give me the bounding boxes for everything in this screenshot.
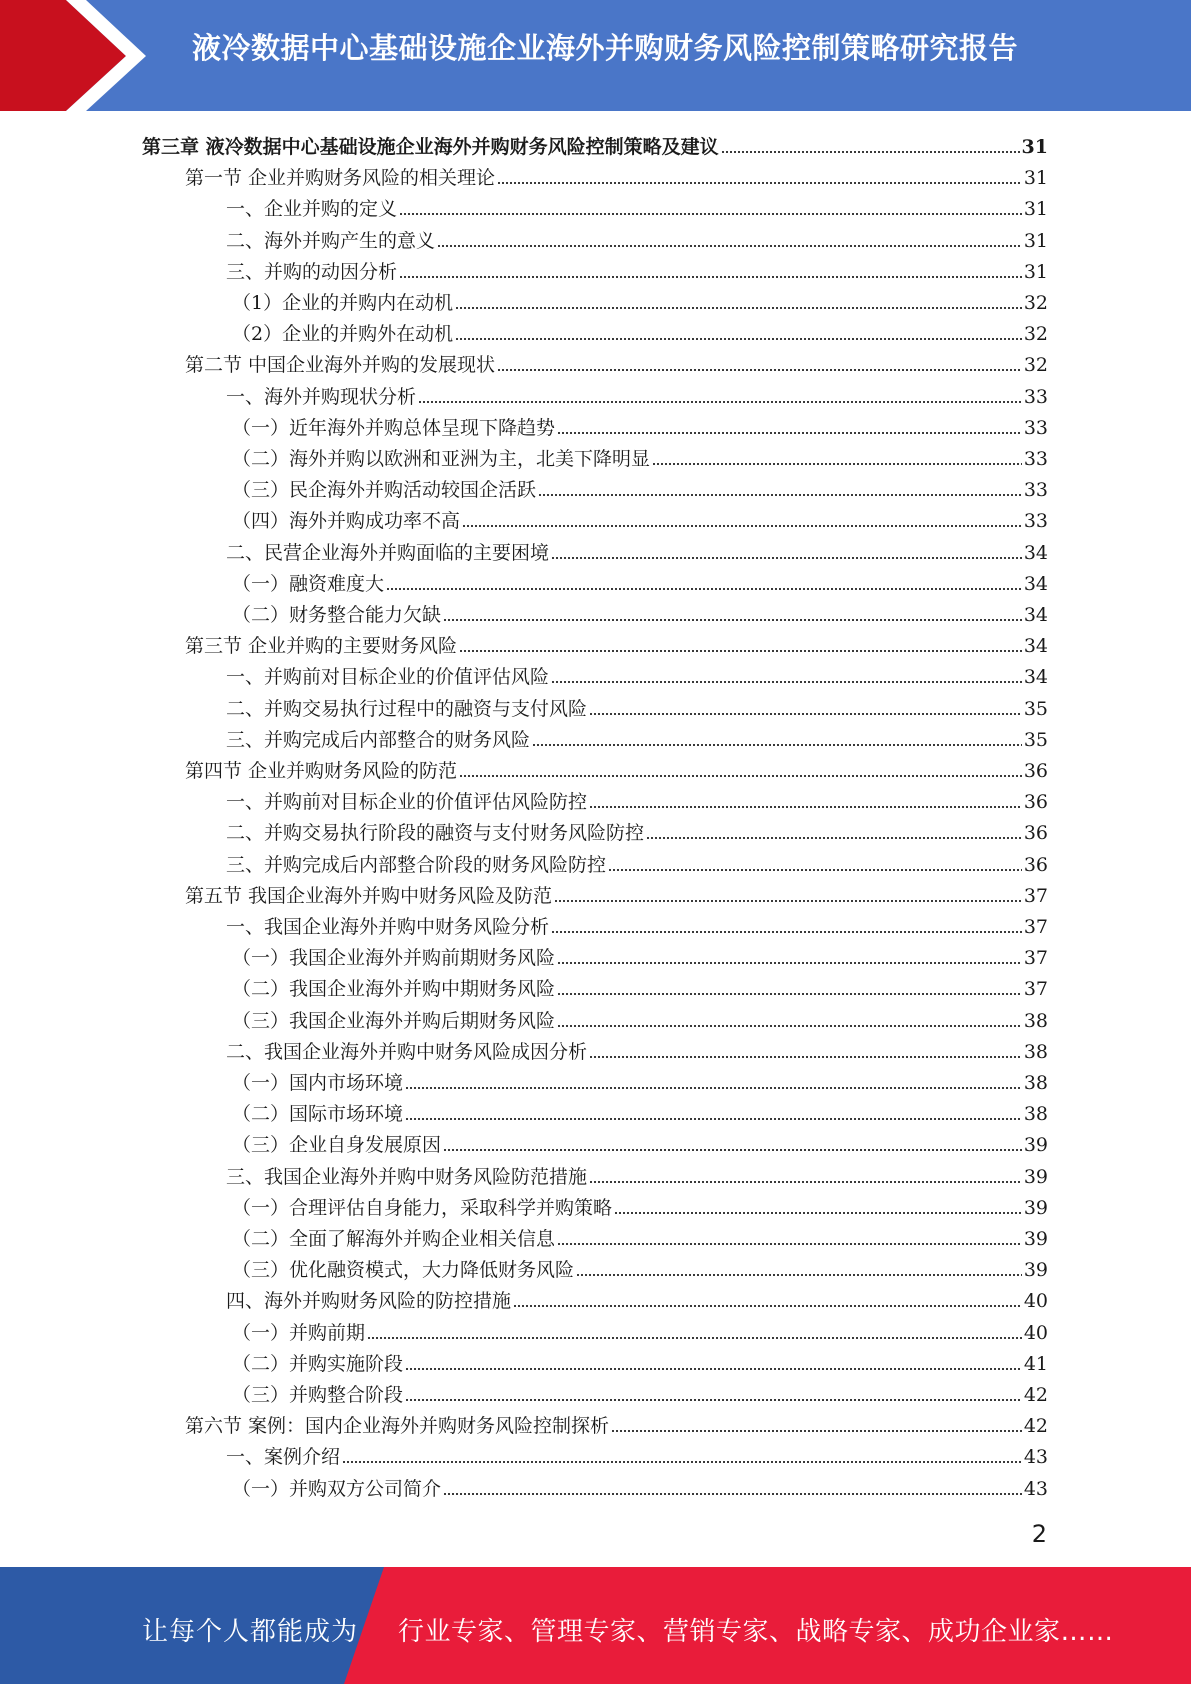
toc-entry[interactable] (232, 471, 1048, 502)
toc-entry[interactable] (232, 1220, 1048, 1251)
toc-entry-title: （二）并购实施阶段 (232, 1352, 404, 1375)
toc-entry-title: （三）优化融资模式，大力降低财务风险 (232, 1259, 575, 1282)
toc-entry-page: 39 (1023, 1228, 1048, 1250)
toc-entry[interactable] (226, 658, 1048, 689)
toc-entry-title: 第二节 中国企业海外并购的发展现状 (185, 354, 496, 377)
page-footer (0, 1567, 1191, 1684)
toc-entry[interactable] (185, 346, 1048, 377)
toc-entry-page: 33 (1023, 416, 1048, 439)
toc-entry-title: （一）合理评估自身能力，采取科学并购策略 (232, 1196, 613, 1219)
toc-leader-dots (589, 1054, 1022, 1060)
header-arrow-decoration (0, 0, 180, 111)
toc-entry-title: （一）融资难度大 (232, 572, 385, 595)
toc-leader-dots (551, 679, 1022, 685)
toc-leader-dots (557, 1023, 1022, 1029)
toc-leader-dots (538, 492, 1022, 498)
toc-entry-page: 38 (1023, 1072, 1048, 1094)
toc-leader-dots (646, 835, 1022, 841)
toc-entry-title: （二）我国企业海外并购中期财务风险 (232, 978, 556, 1001)
toc-leader-dots (462, 523, 1022, 529)
toc-entry[interactable] (185, 159, 1048, 190)
toc-entry[interactable] (226, 1033, 1048, 1064)
toc-entry-page: 37 (1023, 916, 1048, 938)
toc-entry[interactable] (232, 1345, 1048, 1376)
toc-leader-dots (399, 274, 1022, 280)
toc-entry-title: （二）国际市场环境 (232, 1103, 404, 1126)
toc-entry-page: 41 (1023, 1352, 1048, 1375)
toc-entry-title: 二、我国企业海外并购中财务风险成因分析 (226, 1040, 588, 1063)
toc-entry[interactable] (232, 315, 1048, 346)
toc-entry-title: （三）民企海外并购活动较国企活跃 (232, 479, 537, 502)
toc-entry-title: （三）企业自身发展原因 (232, 1134, 442, 1157)
toc-entry[interactable] (232, 1126, 1048, 1157)
toc-entry[interactable] (232, 596, 1048, 627)
toc-entry-title: 一、并购前对目标企业的价值评估风险 (226, 666, 550, 689)
toc-entry-page: 33 (1023, 510, 1048, 533)
toc-entry-page: 32 (1023, 354, 1048, 377)
toc-entry-title: 三、并购完成后内部整合的财务风险 (226, 728, 531, 751)
toc-entry-title: （1）企业的并购内在动机 (232, 292, 454, 314)
toc-leader-dots (459, 773, 1022, 779)
toc-entry[interactable] (232, 1470, 1048, 1501)
toc-entry-page: 33 (1023, 448, 1048, 470)
toc-entry[interactable] (226, 846, 1048, 877)
toc-entry[interactable] (226, 1158, 1048, 1189)
toc-entry-title: 二、海外并购产生的意义 (226, 229, 436, 252)
toc-leader-dots (405, 1366, 1022, 1372)
footer-slogan-right: 行业专家、管理专家、营销专家、战略专家、成功企业家…… (398, 1617, 1114, 1647)
toc-entry-title: 三、我国企业海外并购中财务风险防范措施 (226, 1165, 588, 1188)
toc-entry[interactable] (185, 877, 1048, 908)
toc-entry-title: （一）我国企业海外并购前期财务风险 (232, 947, 556, 970)
toc-entry[interactable] (232, 939, 1048, 970)
toc-entry[interactable] (232, 1376, 1048, 1407)
toc-leader-dots (532, 742, 1022, 748)
toc-entry-title: 二、并购交易执行阶段的融资与支付财务风险防控 (226, 822, 645, 845)
toc-leader-dots (367, 1335, 1022, 1341)
toc-entry[interactable] (226, 721, 1048, 752)
toc-entry[interactable] (232, 1314, 1048, 1345)
toc-entry[interactable] (226, 783, 1048, 814)
toc-entry-title: 第六节 案例：国内企业海外并购财务风险控制探析 (185, 1415, 610, 1438)
toc-entry[interactable] (226, 378, 1048, 409)
toc-entry-page: 35 (1023, 697, 1048, 720)
toc-entry[interactable] (232, 440, 1048, 471)
toc-entry[interactable] (232, 284, 1048, 315)
toc-entry-page: 31 (1023, 229, 1048, 252)
toc-entry-page: 31 (1021, 136, 1048, 158)
toc-entry-title: 一、海外并购现状分析 (226, 385, 417, 408)
toc-leader-dots (455, 305, 1022, 311)
toc-entry-page: 36 (1023, 760, 1048, 782)
toc-entry[interactable] (185, 752, 1048, 783)
toc-entry-title: （一）国内市场环境 (232, 1072, 404, 1094)
toc-entry-page: 35 (1023, 728, 1048, 751)
toc-entry-page: 40 (1023, 1290, 1048, 1313)
toc-leader-dots (405, 1397, 1022, 1403)
toc-entry-page: 34 (1023, 604, 1048, 626)
toc-entry-page: 38 (1023, 1103, 1048, 1126)
toc-leader-dots (418, 399, 1022, 405)
toc-leader-dots (554, 898, 1022, 904)
toc-entry-title: （三）我国企业海外并购后期财务风险 (232, 1009, 556, 1032)
toc-leader-dots (437, 243, 1022, 249)
toc-leader-dots (497, 180, 1022, 186)
toc-entry-page: 43 (1023, 1477, 1048, 1500)
toc-leader-dots (557, 991, 1022, 997)
toc-entry-page: 39 (1023, 1259, 1048, 1282)
toc-entry-page: 37 (1023, 947, 1048, 970)
toc-leader-dots (443, 1491, 1022, 1497)
toc-leader-dots (551, 555, 1022, 561)
toc-entry-page: 34 (1023, 635, 1048, 658)
toc-entry[interactable] (142, 128, 1048, 159)
toc-leader-dots (576, 1272, 1022, 1278)
toc-leader-dots (608, 867, 1022, 873)
toc-leader-dots (652, 461, 1022, 467)
toc-entry-page: 42 (1023, 1415, 1048, 1438)
toc-entry-title: 二、民营企业海外并购面临的主要困境 (226, 541, 550, 564)
toc-leader-dots (557, 430, 1022, 436)
toc-entry-page: 40 (1023, 1321, 1048, 1344)
toc-entry-title: 一、我国企业海外并购中财务风险分析 (226, 916, 550, 938)
toc-leader-dots (513, 1303, 1022, 1309)
toc-entry-title: 三、并购的动因分析 (226, 260, 398, 283)
toc-leader-dots (589, 1179, 1022, 1185)
toc-leader-dots (589, 711, 1022, 717)
toc-entry-title: 第三节 企业并购的主要财务风险 (185, 635, 458, 658)
toc-entry-title: （二）海外并购以欧洲和亚洲为主，北美下降明显 (232, 448, 651, 470)
toc-leader-dots (443, 1147, 1022, 1153)
toc-entry-title: （二）财务整合能力欠缺 (232, 604, 442, 626)
toc-entry-title: 第四节 企业并购财务风险的防范 (185, 760, 458, 782)
toc-entry-title: （一）并购双方公司简介 (232, 1477, 442, 1500)
toc-entry[interactable] (232, 1002, 1048, 1033)
toc-entry-title: 一、案例介绍 (226, 1446, 341, 1469)
toc-entry-page: 39 (1023, 1196, 1048, 1219)
footer-slogan-left: 让每个人都能成为 (142, 1617, 359, 1647)
toc-leader-dots (459, 648, 1022, 654)
toc-entry[interactable] (226, 1438, 1048, 1469)
toc-entry-page: 37 (1023, 884, 1048, 907)
toc-entry-page: 33 (1023, 479, 1048, 502)
toc-entry-page: 34 (1023, 541, 1048, 564)
toc-entry-title: 第三章 液冷数据中心基础设施企业海外并购财务风险控制策略及建议 (142, 136, 719, 158)
toc-entry-title: 二、并购交易执行过程中的融资与支付风险 (226, 697, 588, 720)
toc-entry-title: 第一节 企业并购财务风险的相关理论 (185, 167, 496, 190)
toc-leader-dots (443, 617, 1022, 623)
toc-entry-title: （一）近年海外并购总体呈现下降趋势 (232, 416, 556, 439)
toc-entry[interactable] (226, 190, 1048, 221)
page-header (0, 0, 1191, 111)
toc-entry[interactable] (226, 1282, 1048, 1313)
toc-entry-title: 一、并购前对目标企业的价值评估风险防控 (226, 791, 588, 814)
toc-entry-page: 32 (1023, 323, 1048, 346)
toc-entry-page: 39 (1023, 1134, 1048, 1157)
toc-leader-dots (386, 586, 1022, 592)
toc-entry-title: （四）海外并购成功率不高 (232, 510, 461, 533)
toc-entry-page: 31 (1023, 167, 1048, 190)
toc-entry-page: 34 (1023, 666, 1048, 689)
toc-entry-page: 42 (1023, 1384, 1048, 1406)
toc-leader-dots (557, 1241, 1022, 1247)
toc-entry[interactable] (226, 253, 1048, 284)
toc-entry-title: （二）全面了解海外并购企业相关信息 (232, 1228, 556, 1250)
toc-entry-title: （2）企业的并购外在动机 (232, 323, 454, 346)
toc-entry-title: （一）并购前期 (232, 1321, 366, 1344)
toc-entry[interactable] (232, 1064, 1048, 1095)
toc-leader-dots (589, 804, 1022, 810)
toc-leader-dots (551, 929, 1022, 935)
toc-leader-dots (405, 1116, 1022, 1122)
toc-entry-title: 四、海外并购财务风险的防控措施 (226, 1290, 512, 1313)
toc-entry[interactable] (226, 814, 1048, 845)
toc-entry[interactable] (226, 690, 1048, 721)
toc-entry-page: 38 (1023, 1040, 1048, 1063)
toc-entry[interactable] (185, 1407, 1048, 1438)
toc-entry[interactable] (232, 1189, 1048, 1220)
toc-leader-dots (455, 336, 1022, 342)
toc-entry-page: 39 (1023, 1165, 1048, 1188)
toc-leader-dots (399, 211, 1022, 217)
toc-entry-page: 38 (1023, 1009, 1048, 1032)
toc-leader-dots (342, 1459, 1022, 1465)
toc-entry[interactable] (232, 502, 1048, 533)
toc-entry-page: 33 (1023, 385, 1048, 408)
toc-entry-page: 43 (1023, 1446, 1048, 1469)
toc-entry[interactable] (226, 534, 1048, 565)
toc-leader-dots (557, 960, 1022, 966)
toc-entry-page: 32 (1023, 292, 1048, 314)
toc-entry-page: 31 (1023, 198, 1048, 221)
toc-entry-title: 一、企业并购的定义 (226, 198, 398, 221)
toc-entry[interactable] (232, 1251, 1048, 1282)
toc-entry[interactable] (185, 627, 1048, 658)
toc-leader-dots (405, 1085, 1022, 1091)
toc-entry-page: 36 (1023, 822, 1048, 845)
toc-entry-title: （三）并购整合阶段 (232, 1384, 404, 1406)
toc-entry-page: 36 (1023, 853, 1048, 876)
toc-entry[interactable] (232, 565, 1048, 596)
toc-entry-title: 三、并购完成后内部整合阶段的财务风险防控 (226, 853, 607, 876)
toc-entry[interactable] (226, 222, 1048, 253)
toc-entry[interactable] (226, 908, 1048, 939)
toc-entry-page: 37 (1023, 978, 1048, 1001)
toc-leader-dots (614, 1210, 1022, 1216)
toc-leader-dots (497, 367, 1022, 373)
toc-leader-dots (721, 149, 1020, 155)
toc-leader-dots (611, 1428, 1022, 1434)
toc-entry[interactable] (232, 409, 1048, 440)
report-title: 液冷数据中心基础设施企业海外并购财务风险控制策略研究报告 (191, 31, 1018, 65)
page-number: 2 (1031, 1520, 1047, 1548)
toc-entry[interactable] (232, 1095, 1048, 1126)
toc-entry-page: 34 (1023, 572, 1048, 595)
toc-entry[interactable] (232, 970, 1048, 1001)
toc-entry-page: 31 (1023, 260, 1048, 283)
toc-entry-title: 第五节 我国企业海外并购中财务风险及防范 (185, 884, 553, 907)
toc-entry-page: 36 (1023, 791, 1048, 814)
